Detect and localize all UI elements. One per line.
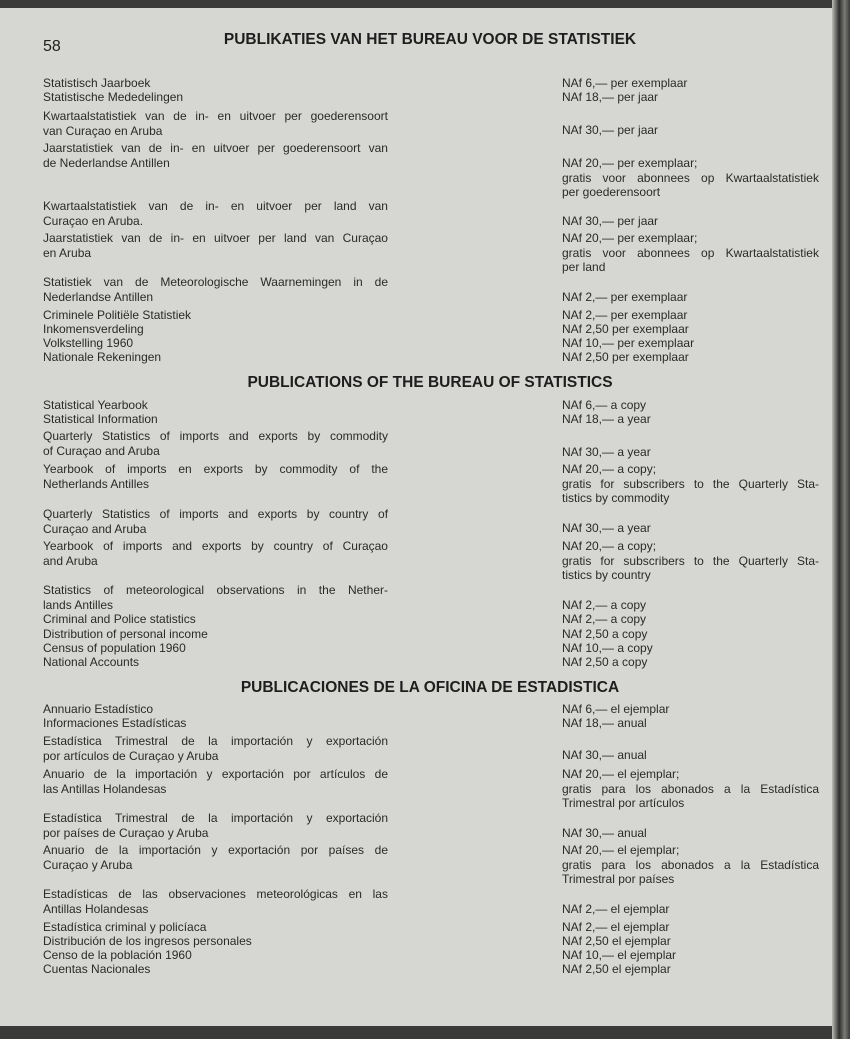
publication-title-line: Censo de la población 1960	[43, 948, 192, 962]
publication-title-line: Quarterly Statistics of imports and exports by country of	[43, 507, 389, 521]
price-line: NAf 2,50 per exemplaar	[562, 350, 689, 364]
publication-title-line: las Antillas Holandesas	[43, 781, 167, 796]
price-line: NAf 2,50 el ejemplar	[562, 962, 671, 976]
price-line: gratis voor abonnees op Kwartaalstatistiek	[562, 245, 819, 260]
publication-title-line: Yearbook of imports and exports by country of Curaçao	[43, 539, 388, 553]
price-line: gratis para los abonados a la Estadística	[562, 781, 819, 796]
publication-title-line: Cuentas Nacionales	[43, 962, 151, 976]
price-line: NAf 20,— el ejemplar;	[562, 767, 680, 781]
publication-title-line: Statistisch Jaarboek	[43, 76, 151, 90]
publication-title-line: Estadística Trimestral de la importación y exportación	[43, 811, 389, 825]
price-line: NAf 30,— a year	[562, 521, 651, 535]
price-line: NAf 2,— a copy	[562, 612, 647, 626]
price-line: NAf 30,— anual	[562, 748, 647, 762]
publication-title-line: de Nederlandse Antillen	[43, 155, 170, 170]
price-line: NAf 2,50 per exemplaar	[562, 322, 689, 336]
publication-title-line: Statistiek van de Meteorologische Waarnemingen in de	[43, 275, 389, 289]
publication-title-line: Curaçao y Aruba	[43, 857, 133, 872]
publication-title-line: Estadística criminal y policíaca	[43, 920, 207, 934]
price-line: per goederensoort	[562, 185, 661, 200]
price-line: per land	[562, 260, 606, 275]
publication-title-line: Criminele Politiële Statistiek	[43, 308, 192, 322]
section-heading: PUBLICATIONS OF THE BUREAU OF STATISTICS	[247, 374, 613, 391]
price-line: gratis for subscribers to the Quarterly Sta-	[562, 476, 820, 491]
publication-title-line: Nederlandse Antillen	[43, 289, 154, 304]
publication-title-line: Statistics of meteorological observations in the Nether-	[43, 583, 388, 597]
publication-title-line: Antillas Holandesas	[43, 901, 149, 916]
publication-title-line: Statistische Mededelingen	[43, 90, 184, 104]
price-line: NAf 10,— el ejemplar	[562, 948, 677, 962]
publication-title-line: and Aruba	[43, 553, 98, 568]
price-line: NAf 10,— a copy	[562, 641, 653, 655]
publication-title-line: Informaciones Estadísticas	[43, 716, 187, 730]
price-line: NAf 2,50 a copy	[562, 627, 648, 641]
price-line: NAf 10,— per exemplaar	[562, 336, 695, 350]
publication-title-line: en Aruba	[43, 245, 92, 260]
section-heading: PUBLICACIONES DE LA OFICINA DE ESTADISTICA	[240, 679, 620, 696]
price-line: NAf 20,— per exemplaar;	[562, 231, 698, 245]
price-line: tistics by country	[562, 568, 651, 583]
price-line: tistics by commodity	[562, 491, 670, 506]
price-line: gratis for subscribers to the Quarterly Sta-	[562, 553, 820, 568]
price-line: NAf 2,— el ejemplar	[562, 920, 670, 934]
publication-title-line: Jaarstatistiek van de in- en uitvoer per land van Curaçao	[43, 231, 388, 245]
section-heading: PUBLIKATIES VAN HET BUREAU VOOR DE STATISTIEK	[223, 31, 637, 48]
publication-title-line: van Curaçao en Aruba	[43, 123, 163, 138]
publication-title-line: lands Antilles	[43, 597, 114, 612]
publication-title-line: Nationale Rekeningen	[43, 350, 162, 364]
price-line: NAf 2,— el ejemplar	[562, 902, 670, 916]
price-line: NAf 18,— a year	[562, 412, 651, 426]
publication-title-line: Distribution of personal income	[43, 627, 208, 641]
price-line: NAf 20,— a copy;	[562, 462, 657, 476]
publication-title-line: National Accounts	[43, 655, 140, 669]
publication-title-line: Yearbook of imports en exports by commodity of the	[43, 462, 389, 476]
price-line: NAf 18,— anual	[562, 716, 647, 730]
publication-title-line: Distribución de los ingresos personales	[43, 934, 252, 948]
publication-title-line: Statistical Information	[43, 412, 158, 426]
price-line: NAf 2,50 el ejemplar	[562, 934, 671, 948]
publication-title-line: por países de Curaçao y Aruba	[43, 825, 209, 840]
publication-title-line: Criminal and Police statistics	[43, 612, 196, 626]
publication-title-line: Anuario de la importación y exportación por artículos de	[43, 767, 388, 781]
publication-title-line: Quarterly Statistics of imports and exports by commodity	[43, 429, 388, 443]
price-line: NAf 2,— per exemplaar	[562, 308, 688, 322]
publication-title-line: Statistical Yearbook	[43, 398, 148, 412]
price-line: NAf 6,— a copy	[562, 398, 647, 412]
publication-title-line: Netherlands Antilles	[43, 476, 150, 491]
price-line: NAf 30,— per jaar	[562, 123, 659, 137]
price-line: gratis voor abonnees op Kwartaalstatistiek	[562, 170, 819, 185]
price-line: gratis para los abonados a la Estadística	[562, 857, 819, 872]
publication-title-line: Census of population 1960	[43, 641, 186, 655]
price-line: NAf 6,— el ejemplar	[562, 702, 670, 716]
price-line: NAf 20,— per exemplaar;	[562, 156, 698, 170]
publication-title-line: Kwartaalstatistiek van de in- en uitvoer per land van	[43, 199, 388, 213]
publication-title-line: por artículos de Curaçao y Aruba	[43, 748, 219, 763]
publication-title-line: Curaçao and Aruba	[43, 521, 147, 536]
publication-title-line: Anuario de la importación y exportación por países de	[43, 843, 388, 857]
publication-title-line: Curaçao en Aruba.	[43, 213, 144, 228]
price-line: NAf 6,— per exemplaar	[562, 76, 688, 90]
publication-title-line: Estadísticas de las observaciones meteorológicas en las	[43, 887, 388, 901]
publication-title-line: Volkstelling 1960	[43, 336, 134, 350]
book-spine-edge	[832, 0, 850, 1039]
price-line: Trimestral por países	[562, 872, 675, 887]
price-line: Trimestral por artículos	[562, 796, 685, 811]
price-line: NAf 30,— anual	[562, 826, 647, 840]
price-line: NAf 2,— per exemplaar	[562, 290, 688, 304]
price-line: NAf 2,— a copy	[562, 598, 647, 612]
publication-title-line: of Curaçao and Aruba	[43, 443, 160, 458]
price-line: NAf 30,— a year	[562, 445, 651, 459]
price-line: NAf 18,— per jaar	[562, 90, 659, 104]
publication-title-line: Annuario Estadístico	[43, 702, 154, 716]
price-line: NAf 2,50 a copy	[562, 655, 648, 669]
publication-title-line: Jaarstatistiek van de in- en uitvoer per goederensoort van	[43, 141, 388, 155]
publication-title-line: Inkomensverdeling	[43, 322, 144, 336]
publication-title-line: Kwartaalstatistiek van de in- en uitvoer per goederensoort	[43, 109, 388, 123]
price-line: NAf 30,— per jaar	[562, 214, 659, 228]
publication-title-line: Estadística Trimestral de la importación y exportación	[43, 734, 389, 748]
document-page	[0, 8, 832, 1026]
price-line: NAf 20,— el ejemplar;	[562, 843, 680, 857]
price-line: NAf 20,— a copy;	[562, 539, 657, 553]
page-number: 58	[43, 38, 61, 55]
